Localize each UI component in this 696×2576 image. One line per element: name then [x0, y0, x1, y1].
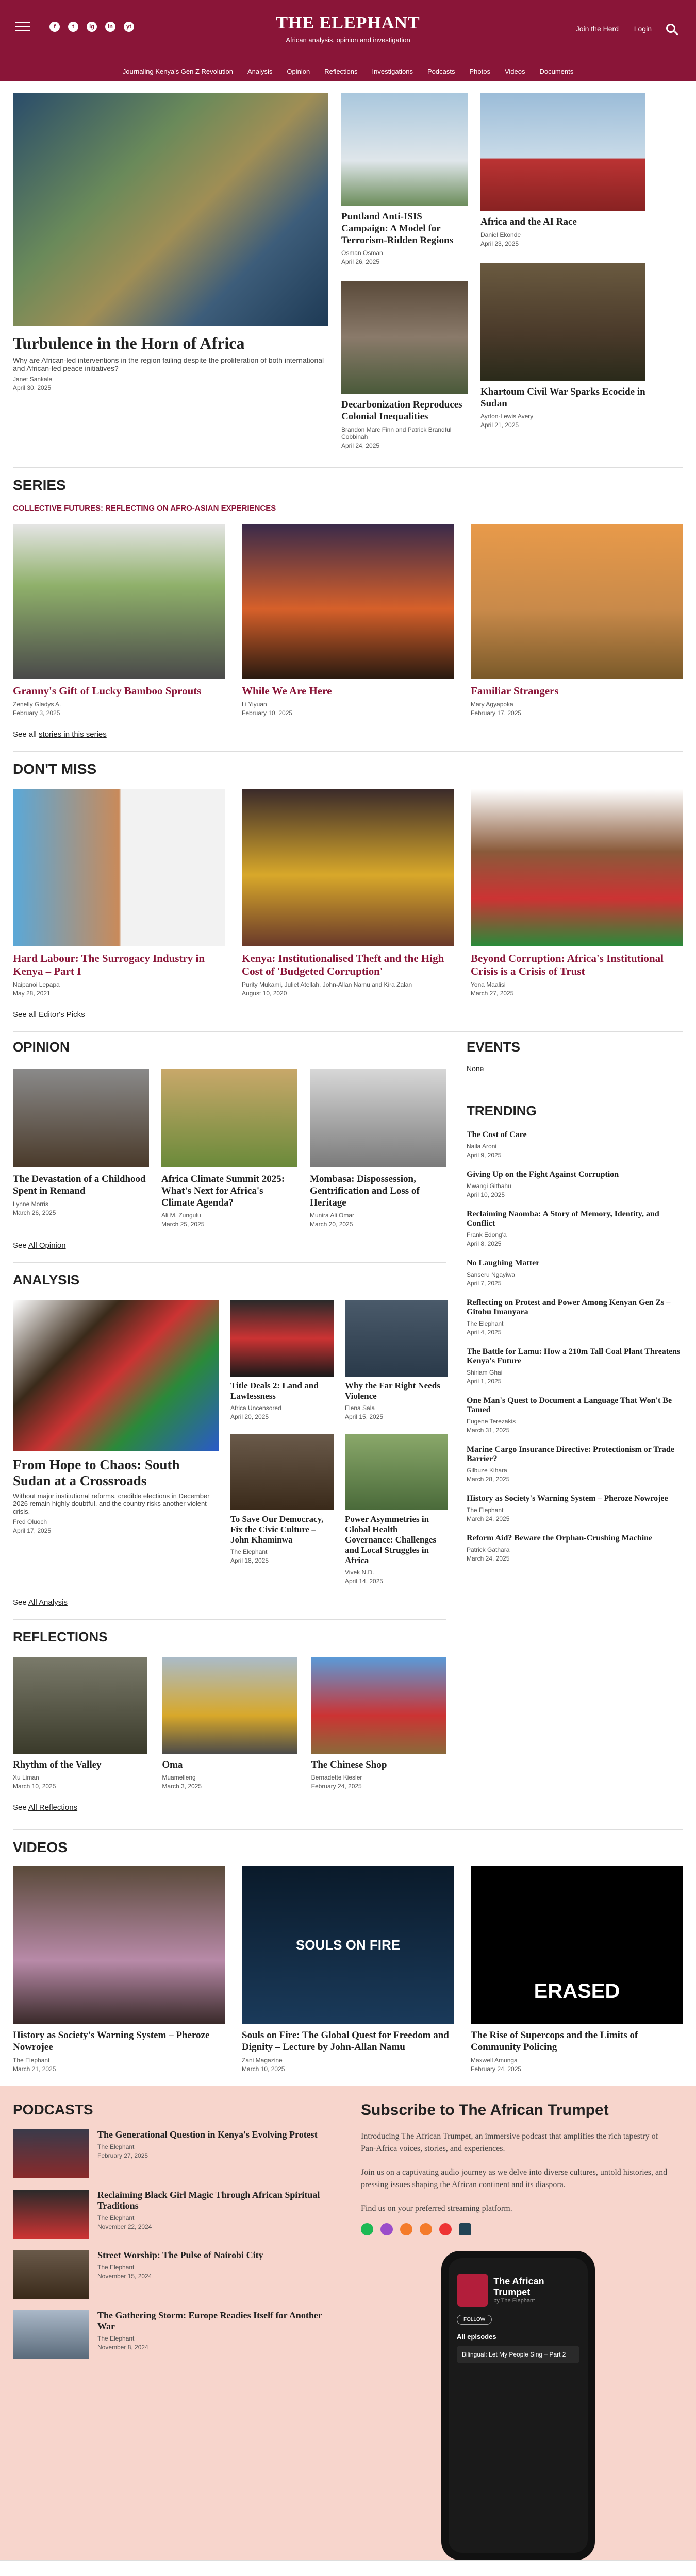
video-card[interactable] [471, 1866, 683, 2073]
join-button[interactable]: Join the Herd [575, 25, 619, 33]
hero-column-3 [480, 93, 645, 449]
podcast-image[interactable] [13, 2129, 89, 2178]
site-header [0, 0, 696, 61]
see-all-link-text[interactable]: All Reflections [28, 1803, 78, 1812]
podcast-item[interactable] [13, 2129, 340, 2178]
date: May 28, 2021 [13, 989, 51, 997]
videos-grid [13, 1866, 683, 2073]
soundcloud-icon[interactable] [400, 2223, 412, 2235]
date: March 31, 2025 [467, 1426, 510, 1434]
author[interactable]: Brandon Marc Finn and Patrick Brandful Cobbinah [341, 426, 452, 440]
platform-icons [361, 2223, 675, 2235]
author[interactable]: The Elephant [97, 2263, 135, 2271]
date: March 10, 2025 [242, 2065, 285, 2073]
video-overlay-text: ERASED [534, 1980, 620, 2003]
date: February 27, 2025 [97, 2151, 148, 2159]
see-all-link-text[interactable]: All Analysis [28, 1598, 68, 1607]
author[interactable]: Frank Edong'a [467, 1231, 507, 1239]
story-image[interactable] [230, 1434, 334, 1510]
tagline: African analysis, opinion and investigation [286, 36, 410, 44]
author[interactable]: Africa Uncensored [230, 1404, 281, 1412]
video-title[interactable]: The Rise of Supercops and the Limits of Community Policing [471, 2030, 638, 2053]
story-title[interactable]: One Man's Quest to Document a Language That Won't Be Tamed [467, 1396, 672, 1414]
subscribe-heading: Subscribe to The African Trumpet [361, 2101, 609, 2119]
trending-item[interactable] [467, 1396, 681, 1434]
date: April 15, 2025 [345, 1413, 384, 1421]
events-empty: None [467, 1064, 681, 1083]
youtube-icon[interactable] [439, 2223, 452, 2235]
date: April 21, 2025 [480, 421, 519, 429]
author[interactable]: Fred Oluoch [13, 1518, 47, 1526]
date: February 24, 2025 [471, 2065, 522, 2073]
date: April 30, 2025 [13, 384, 52, 392]
author[interactable]: Sanseru Ngayiwa [467, 1270, 516, 1278]
see-all-link[interactable] [13, 1598, 446, 1619]
story-card[interactable] [345, 1300, 448, 1420]
linkedin-icon[interactable]: in [105, 22, 115, 32]
apple-podcasts-icon[interactable] [380, 2223, 393, 2235]
story-title[interactable]: Decarbonization Reproduces Colonial Inequalities [341, 399, 462, 422]
story-card[interactable] [480, 263, 645, 429]
date: April 24, 2025 [341, 442, 380, 449]
trending-item[interactable] [467, 1347, 681, 1385]
trending-item[interactable] [467, 1494, 681, 1522]
date: March 21, 2025 [13, 2065, 56, 2073]
author[interactable]: Eugene Terezakis [467, 1417, 516, 1425]
nav-item[interactable]: Documents [539, 67, 574, 75]
section-heading: REFLECTIONS [13, 1629, 108, 1645]
section-heading: VIDEOS [13, 1839, 68, 1856]
see-all-link[interactable] [13, 1803, 446, 1824]
main-nav [0, 61, 696, 81]
author[interactable]: Ali M. Zungulu [161, 1212, 201, 1219]
trending-item[interactable] [467, 1298, 681, 1336]
see-all-link-text[interactable]: Editor's Picks [39, 1010, 85, 1019]
story-title[interactable]: While We Are Here [242, 684, 332, 697]
trending-list [467, 1130, 681, 1562]
nav-item[interactable]: Podcasts [427, 67, 455, 75]
see-all-link[interactable] [13, 1010, 683, 1031]
trending-item[interactable] [467, 1534, 681, 1562]
story-card[interactable] [242, 524, 454, 717]
story-image[interactable] [230, 1300, 334, 1377]
author[interactable]: Lynne Morris [13, 1200, 48, 1208]
nav-item[interactable]: Reflections [324, 67, 358, 75]
nav-item[interactable]: Journaling Kenya's Gen Z Revolution [122, 67, 233, 75]
video-card[interactable] [13, 1866, 225, 2073]
story-image[interactable] [480, 263, 645, 381]
podcast-title[interactable]: Reclaiming Black Girl Magic Through African Spiritual Traditions [97, 2189, 320, 2211]
video-overlay-text: SOULS ON FIRE [295, 1937, 401, 1953]
story-card[interactable] [242, 789, 454, 997]
hero-column-2 [341, 93, 468, 449]
author[interactable]: Naila Aroni [467, 1142, 497, 1150]
podcast-image[interactable] [13, 2190, 89, 2239]
author[interactable]: Bernadette Kiesler [311, 1774, 362, 1782]
date: April 10, 2025 [467, 1191, 505, 1198]
author[interactable]: The Elephant [97, 2334, 135, 2342]
story-image[interactable] [13, 789, 225, 946]
story-image[interactable] [310, 1069, 446, 1167]
date: April 18, 2025 [230, 1557, 269, 1565]
hero-summary: Why are African-led interventions in the region failing despite the proliferation of both international and African-led peace initiatives? [13, 356, 324, 372]
podcast-title[interactable]: Street Worship: The Pulse of Nairobi City [97, 2249, 263, 2260]
section-heading: PODCASTS [13, 2101, 93, 2117]
see-all-prefix: See all [13, 1010, 39, 1019]
facebook-icon[interactable]: f [49, 22, 60, 32]
story-card[interactable] [230, 1434, 334, 1564]
podcast-title[interactable]: The Gathering Storm: Europe Readies Itself for Another War [97, 2310, 322, 2331]
date: March 24, 2025 [467, 1554, 510, 1562]
subscribe-text: Introducing The African Trumpet, an immersive podcast that amplifies the rich tapestry of Pan-Africa voices, stories, and experiences. [361, 2131, 658, 2153]
phone-by: by The Elephant [493, 2297, 535, 2304]
author[interactable]: The Elephant [97, 2143, 135, 2150]
trending-item[interactable] [467, 1130, 681, 1159]
author[interactable]: Daniel Ekonde [480, 231, 521, 239]
right-sidebar [467, 1039, 681, 1824]
story-image[interactable] [480, 93, 645, 211]
story-card[interactable] [341, 281, 468, 449]
nav-item[interactable]: Investigations [372, 67, 413, 75]
nav-item[interactable]: Videos [504, 67, 525, 75]
story-title[interactable]: The Chinese Shop [311, 1759, 387, 1771]
section-heading: SERIES [13, 477, 66, 493]
story-image[interactable] [13, 1657, 147, 1754]
story-image[interactable] [13, 1300, 219, 1451]
date: February 17, 2025 [471, 709, 522, 717]
story-title[interactable]: Kenya: Institutionalised Theft and the High Cost of 'Budgeted Corruption' [242, 952, 444, 977]
date: November 8, 2024 [97, 2343, 148, 2351]
story-title[interactable]: Beyond Corruption: Africa's Institutional Crisis is a Crisis of Trust [471, 952, 664, 977]
author[interactable]: Maxwell Amunga [471, 2056, 518, 2064]
story-image[interactable] [242, 789, 454, 946]
instagram-icon[interactable]: ig [87, 22, 97, 32]
story-image[interactable] [345, 1300, 448, 1377]
author[interactable]: Mwangi Githahu [467, 1182, 511, 1190]
author[interactable]: Zani Magazine [242, 2056, 283, 2064]
logo-text: THE ELEPHANT [276, 13, 420, 32]
video-thumbnail[interactable] [13, 1866, 225, 2024]
date: November 22, 2024 [97, 2223, 152, 2230]
story-image[interactable] [162, 1657, 296, 1754]
story-card[interactable] [310, 1069, 446, 1228]
author[interactable]: The Elephant [230, 1548, 268, 1556]
two-column-area [13, 1031, 683, 1824]
date: April 20, 2025 [230, 1413, 269, 1421]
series-subtitle[interactable]: COLLECTIVE FUTURES: REFLECTING ON AFRO-ASIAN EXPERIENCES [13, 503, 276, 513]
date: April 9, 2025 [467, 1151, 502, 1159]
story-card[interactable] [13, 789, 225, 997]
date: March 10, 2025 [13, 1783, 56, 1790]
phone-screen [449, 2258, 588, 2553]
date: February 10, 2025 [242, 709, 293, 717]
story-title[interactable]: Reform Aid? Beware the Orphan-Crushing Machine [467, 1533, 653, 1543]
youtube-icon[interactable]: yt [124, 22, 134, 32]
section-heading: DON'T MISS [13, 760, 97, 777]
dont-miss-section [13, 751, 683, 1031]
story-image[interactable] [161, 1069, 297, 1167]
date: March 3, 2025 [162, 1783, 202, 1790]
see-all-prefix: See [13, 1803, 29, 1812]
see-all-prefix: See all [13, 730, 39, 739]
video-thumbnail[interactable] [242, 1866, 454, 2024]
follow-button[interactable]: FOLLOW [457, 2315, 492, 2325]
date: March 25, 2025 [161, 1221, 205, 1228]
author[interactable]: The Elephant [97, 2214, 135, 2222]
story-card[interactable] [13, 1300, 219, 1585]
video-thumbnail[interactable] [471, 1866, 683, 2024]
see-all-link-text[interactable]: stories in this series [39, 730, 107, 739]
series-section [13, 467, 683, 751]
podcast-app-icon[interactable] [459, 2223, 471, 2235]
see-all-prefix: See [13, 1241, 29, 1250]
hero-image[interactable] [13, 93, 328, 326]
phone-title: The African Trumpet [493, 2276, 544, 2297]
author[interactable]: Muamelleng [162, 1774, 196, 1782]
see-all-prefix: See [13, 1598, 29, 1607]
story-image[interactable] [242, 524, 454, 679]
author[interactable]: Purity Mukami, Juliet Atellah, John-Allan Namu and Kira Zalan [242, 980, 412, 988]
story-title[interactable]: Familiar Strangers [471, 684, 559, 697]
podcast-item[interactable] [13, 2250, 340, 2299]
story-image[interactable] [13, 524, 225, 679]
date: March 20, 2025 [310, 1221, 353, 1228]
podcast-subscribe-section [0, 2086, 696, 2560]
section-heading: TRENDING [467, 1103, 537, 1118]
date: April 1, 2025 [467, 1377, 502, 1385]
date: March 27, 2025 [471, 989, 514, 997]
left-column [13, 1039, 446, 1824]
story-title[interactable]: Hard Labour: The Surrogacy Industry in Kenya – Part I [13, 952, 205, 977]
story-card[interactable] [311, 1657, 446, 1790]
podcast-item[interactable] [13, 2190, 340, 2239]
author[interactable]: The Elephant [467, 1506, 504, 1514]
section-heading: OPINION [13, 1039, 70, 1055]
nav-item[interactable]: Analysis [247, 67, 273, 75]
story-title[interactable]: Title Deals 2: Land and Lawlessness [230, 1381, 319, 1401]
twitter-icon[interactable]: t [68, 22, 78, 32]
podcasts-list [0, 2102, 340, 2560]
date: April 17, 2025 [13, 1527, 52, 1535]
login-button[interactable]: Login [634, 25, 652, 33]
hero-main-story[interactable] [13, 93, 328, 449]
story-title[interactable]: The Battle for Lamu: How a 210m Tall Coal Plant Threatens Kenya's Future [467, 1347, 681, 1365]
story-title[interactable]: Granny's Gift of Lucky Bamboo Sprouts [13, 684, 202, 697]
video-title[interactable]: Souls on Fire: The Global Quest for Freedom and Dignity – Lecture by John-Allan Namu [242, 2030, 449, 2053]
author[interactable]: Ayrton-Lewis Avery [480, 413, 534, 420]
videos-section [13, 1829, 683, 1856]
author[interactable]: Xu Liman [13, 1774, 39, 1782]
video-card[interactable] [242, 1866, 454, 2073]
nav-item[interactable]: Photos [469, 67, 490, 75]
story-card[interactable] [480, 93, 645, 247]
author[interactable]: Osman Osman [341, 249, 383, 257]
subscribe-text: Join us on a captivating audio journey as we delve into diverse cultures, untold histories, and pressing issues shaping the African continent and its diaspora. [361, 2167, 668, 2189]
author[interactable]: Shiriam Ghai [467, 1368, 503, 1376]
all-episodes: All episodes [457, 2332, 496, 2341]
episode-item[interactable]: Bilingual: Let My People Sing – Part 2 [457, 2346, 579, 2363]
spotify-icon[interactable] [361, 2223, 373, 2235]
story-image[interactable] [345, 1434, 448, 1510]
date: March 26, 2025 [13, 1209, 56, 1216]
story-card[interactable] [471, 524, 683, 717]
story-title[interactable]: History as Society's Warning System – Pheroze Nowrojee [467, 1494, 668, 1503]
story-title[interactable]: Africa and the AI Race [480, 216, 577, 227]
date: April 7, 2025 [467, 1279, 502, 1287]
story-card[interactable] [230, 1300, 334, 1420]
story-image[interactable] [311, 1657, 446, 1754]
story-title[interactable]: Why the Far Right Needs Violence [345, 1381, 440, 1401]
trending-item[interactable] [467, 1210, 681, 1247]
story-image[interactable] [471, 524, 683, 679]
story-card[interactable] [471, 789, 683, 997]
author[interactable]: Janet Sankale [13, 376, 53, 383]
phone-mockup [441, 2251, 595, 2560]
story-card[interactable] [13, 524, 225, 717]
story-title[interactable]: The Devastation of a Childhood Spent in Remand [13, 1173, 146, 1196]
date: March 24, 2025 [467, 1515, 510, 1522]
story-image[interactable] [13, 1069, 149, 1167]
video-title[interactable]: History as Society's Warning System – Pheroze Nowrojee [13, 2030, 210, 2053]
podcast-image[interactable] [13, 2250, 89, 2299]
podcast-cover [457, 2274, 488, 2307]
subscribe-panel [340, 2102, 696, 2560]
date: August 10, 2020 [242, 989, 287, 997]
story-card[interactable] [341, 93, 468, 265]
story-summary: Without major institutional reforms, credible elections in December 2026 remain highly doubtful, and the country risks another violent crisis. [13, 1492, 210, 1516]
trending-item[interactable] [467, 1445, 681, 1483]
story-title[interactable]: Reflecting on Protest and Power Among Kenyan Gen Zs – Gitobu Imanyara [467, 1298, 671, 1316]
author[interactable]: Patrick Gathara [467, 1546, 510, 1553]
podcast-image[interactable] [13, 2310, 89, 2359]
story-card[interactable] [162, 1657, 296, 1790]
story-title[interactable]: Giving Up on the Fight Against Corruption [467, 1170, 619, 1179]
date: April 14, 2025 [345, 1578, 384, 1585]
story-title[interactable]: Oma [162, 1759, 183, 1771]
story-title[interactable]: Marine Cargo Insurance Directive: Protectionism or Trade Barrier? [467, 1445, 674, 1463]
trending-item[interactable] [467, 1259, 681, 1287]
story-image[interactable] [341, 281, 468, 394]
podcast-item[interactable] [13, 2310, 340, 2359]
story-title[interactable]: Mombasa: Dispossession, Gentrification and Loss of Heritage [310, 1173, 420, 1208]
podcast-title[interactable]: The Generational Question in Kenya's Evolving Protest [97, 2129, 318, 2140]
author[interactable]: Elena Sala [345, 1404, 375, 1412]
rss-icon[interactable] [420, 2223, 432, 2235]
see-all-link[interactable] [13, 730, 683, 751]
author[interactable]: Yona Maalisi [471, 980, 506, 988]
hero-title[interactable]: Turbulence in the Horn of Africa [13, 334, 245, 352]
date: April 23, 2025 [480, 240, 519, 247]
author[interactable]: Naipanoi Lepapa [13, 980, 60, 988]
section-heading: EVENTS [467, 1039, 521, 1055]
story-title[interactable]: Power Asymmetries in Global Health Governance: Challenges and Local Struggles in Africa [345, 1514, 437, 1566]
story-title[interactable]: The Cost of Care [467, 1130, 527, 1139]
author[interactable]: Zenelly Gladys A. [13, 700, 61, 708]
date: November 15, 2024 [97, 2272, 152, 2280]
story-title[interactable]: To Save Our Democracy, Fix the Civic Culture – John Khaminwa [230, 1514, 324, 1545]
date: April 4, 2025 [467, 1328, 502, 1336]
story-image[interactable] [341, 93, 468, 206]
author[interactable]: The Elephant [467, 1319, 504, 1327]
date: April 26, 2025 [341, 258, 380, 266]
story-card[interactable] [13, 1657, 147, 1790]
nav-item[interactable]: Opinion [287, 67, 310, 75]
story-title[interactable]: Africa Climate Summit 2025: What's Next for Africa's Climate Agenda? [161, 1173, 285, 1208]
story-card[interactable] [345, 1434, 448, 1585]
see-all-link[interactable] [13, 1241, 446, 1262]
author[interactable]: Gilbuze Kihara [467, 1466, 507, 1474]
author[interactable]: Vivek N.D. [345, 1569, 374, 1577]
date: March 28, 2025 [467, 1475, 510, 1483]
date: February 24, 2025 [311, 1783, 362, 1790]
date: April 8, 2025 [467, 1240, 502, 1247]
story-image[interactable] [471, 789, 683, 946]
story-card[interactable] [13, 1069, 149, 1228]
trending-item[interactable] [467, 1170, 681, 1198]
story-title[interactable]: From Hope to Chaos: South Sudan at a Crossroads [13, 1457, 180, 1489]
story-card[interactable] [161, 1069, 297, 1228]
section-heading: ANALYSIS [13, 1272, 80, 1288]
site-footer [0, 2560, 696, 2576]
date: February 3, 2025 [13, 709, 60, 717]
author[interactable]: Mary Agyapoka [471, 700, 513, 708]
story-title[interactable]: Rhythm of the Valley [13, 1759, 102, 1771]
hero-section [13, 81, 657, 467]
author[interactable]: Li Yiyuan [242, 700, 267, 708]
see-all-link-text[interactable]: All Opinion [28, 1241, 66, 1250]
story-title[interactable]: No Laughing Matter [467, 1258, 540, 1267]
search-icon[interactable] [666, 24, 675, 33]
story-title[interactable]: Reclaiming Naomba: A Story of Memory, Identity, and Conflict [467, 1209, 659, 1228]
story-title[interactable]: Puntland Anti-ISIS Campaign: A Model for Terrorism-Ridden Regions [341, 211, 453, 246]
story-title[interactable]: Khartoum Civil War Sparks Ecocide in Sudan [480, 386, 645, 409]
author[interactable]: The Elephant [13, 2056, 50, 2064]
author[interactable]: Munira Ali Omar [310, 1212, 355, 1219]
subscribe-text: Find us on your preferred streaming platform. [361, 2204, 512, 2213]
